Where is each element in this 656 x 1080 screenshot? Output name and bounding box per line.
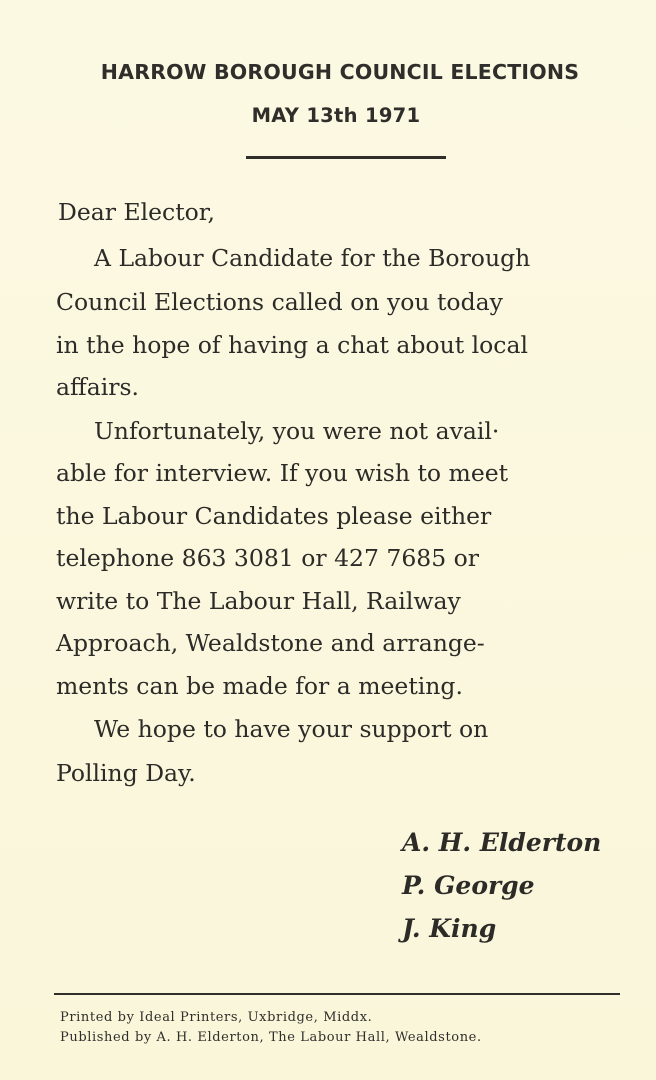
letter-line: the Labour Candidates please either <box>56 502 492 530</box>
letter-line: Council Elections called on you today <box>56 288 503 316</box>
letter-line: A Labour Candidate for the Borough <box>94 244 531 272</box>
footer-divider <box>54 993 620 995</box>
letter-line: write to The Labour Hall, Railway <box>56 587 461 615</box>
letter-line: Polling Day. <box>56 759 196 787</box>
signatory-king: J. King <box>402 914 497 943</box>
letter-line: affairs. <box>56 373 139 401</box>
election-date: MAY 13th 1971 <box>251 104 421 127</box>
salutation: Dear Elector, <box>58 198 215 226</box>
letter-line: telephone 863 3081 or 427 7685 or <box>56 544 480 572</box>
signatory-george: P. George <box>402 871 535 900</box>
printer-imprint: Printed by Ideal Printers, Uxbridge, Middx. <box>60 1010 373 1025</box>
letter-line: in the hope of having a chat about local <box>56 331 528 359</box>
letter-line: Approach, Wealdstone and arrange- <box>56 629 485 657</box>
header-divider <box>246 156 446 159</box>
signatory-elderton: A. H. Elderton <box>402 828 602 857</box>
election-title: HARROW BOROUGH COUNCIL ELECTIONS <box>100 60 580 84</box>
letter-line: able for interview. If you wish to meet <box>56 459 509 487</box>
letter-line: ments can be made for a meeting. <box>56 672 463 700</box>
letter-line: We hope to have your support on <box>94 715 489 743</box>
publisher-imprint: Published by A. H. Elderton, The Labour Hall, Wealdstone. <box>60 1030 482 1045</box>
letter-line: Unfortunately, you were not avail· <box>94 417 500 445</box>
